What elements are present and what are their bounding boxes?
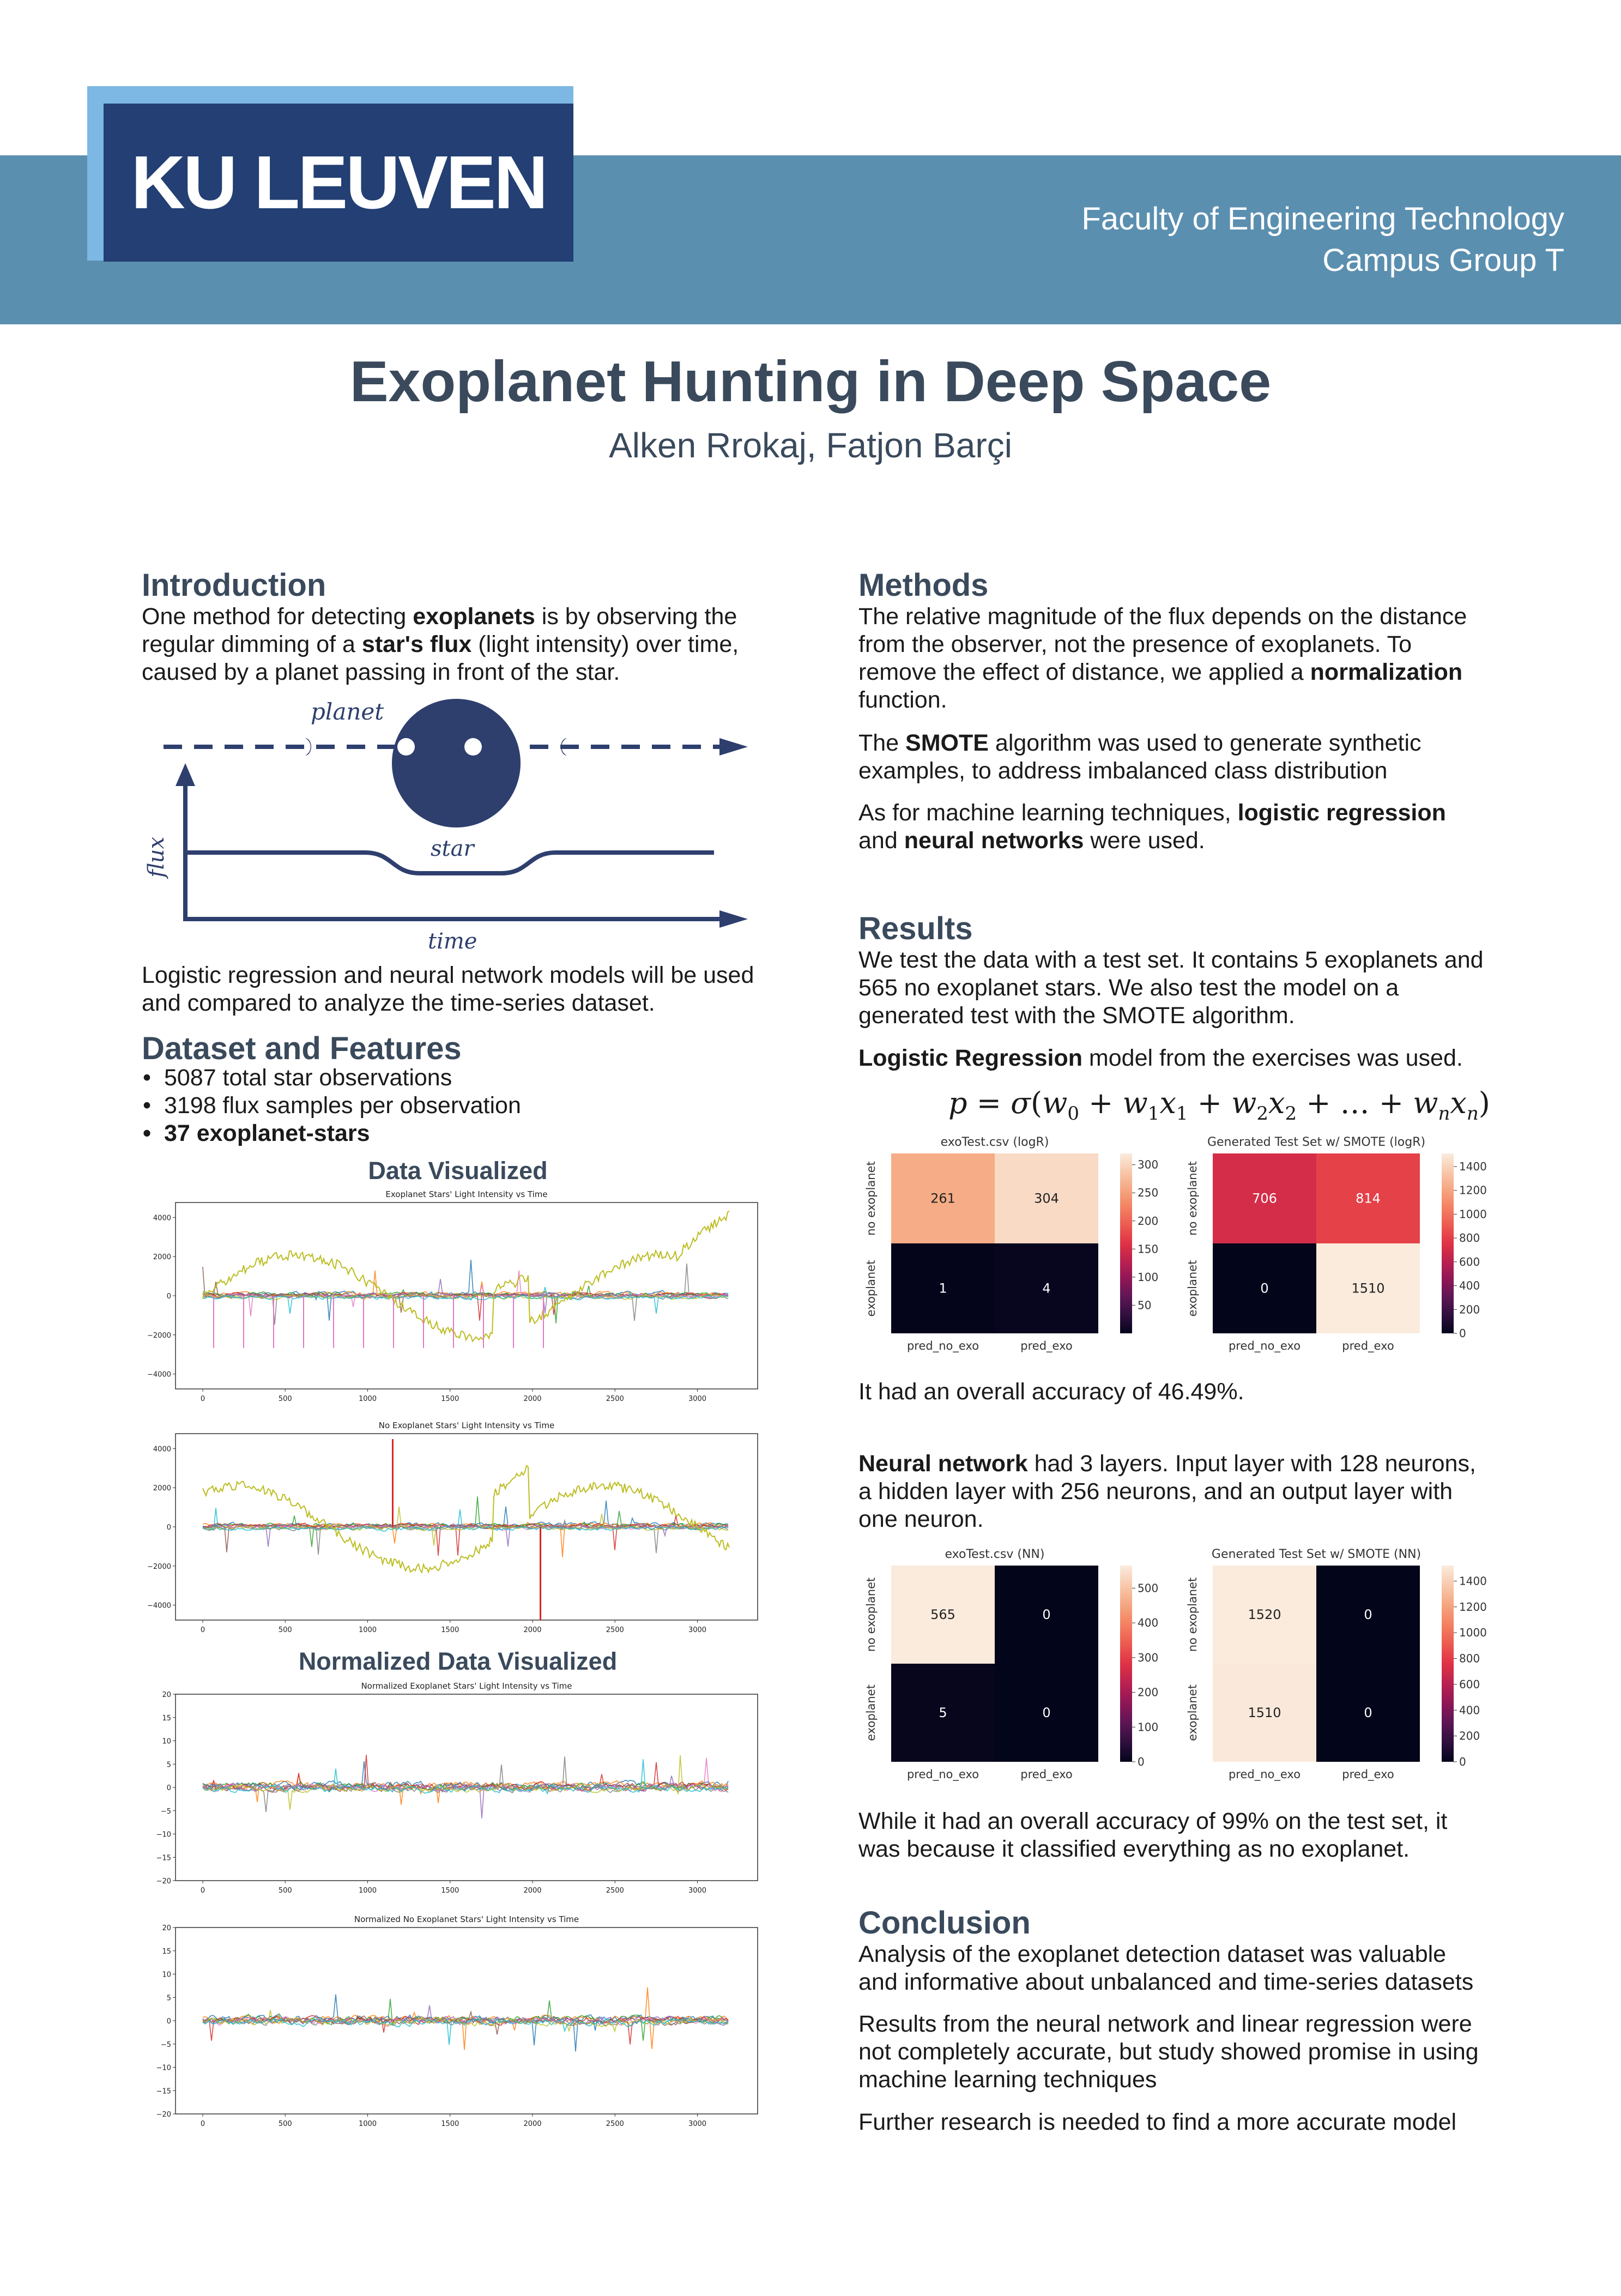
colorbar-tick: 500 bbox=[1138, 1581, 1159, 1595]
dataset-list bbox=[143, 1064, 521, 1147]
y-tick-label: −5 bbox=[160, 2040, 171, 2049]
colorbar-tick: 1000 bbox=[1459, 1207, 1487, 1221]
row-label: no exoplanet bbox=[864, 1161, 878, 1236]
confusion-matrix-nn-smote bbox=[1180, 1546, 1485, 1802]
y-tick-label: 5 bbox=[166, 1761, 171, 1769]
plot-title: Normalized No Exoplanet Stars' Light Intensity vs Time bbox=[354, 1914, 579, 1924]
x-tick-label: 500 bbox=[278, 1887, 292, 1895]
row-label: no exoplanet bbox=[1186, 1161, 1199, 1236]
heatmap-value: 5 bbox=[939, 1705, 947, 1720]
data-visualized-title: Data Visualized bbox=[368, 1157, 548, 1185]
confusion-matrix-nn-test bbox=[858, 1546, 1164, 1802]
x-tick-label: 0 bbox=[200, 1626, 205, 1634]
colorbar-tick: 100 bbox=[1138, 1270, 1159, 1284]
flux-axis-arrow bbox=[176, 763, 195, 786]
plot-title: Normalized Exoplanet Stars' Light Intensity vs Time bbox=[361, 1681, 572, 1691]
y-tick-label: 15 bbox=[162, 1714, 171, 1723]
x-tick-label: 1000 bbox=[358, 1395, 377, 1403]
colorbar-tick: 1200 bbox=[1459, 1183, 1487, 1197]
x-tick-label: 2000 bbox=[523, 2120, 542, 2128]
results-text-2: Logistic Regression model from the exercises was used. bbox=[858, 1045, 1463, 1071]
x-tick-label: 3000 bbox=[688, 2120, 707, 2128]
results-heading: Results bbox=[858, 911, 973, 946]
authors: Alken Rrokaj, Fatjon Barçi bbox=[609, 426, 1012, 465]
colorbar-tick: 800 bbox=[1459, 1652, 1480, 1665]
introduction-text: One method for detecting exoplanets is by observing the regular dimming of a star's flux (light intensity) over time, caused by a planet passing in front of the star. bbox=[142, 603, 739, 685]
y-tick-label: 0 bbox=[166, 1784, 171, 1792]
logistic-equation bbox=[948, 1079, 1490, 1128]
x-tick-label: 1500 bbox=[441, 1887, 459, 1895]
exoplanet-flux-plot bbox=[142, 1187, 763, 1405]
list-item: • 5087 total star observations bbox=[143, 1065, 452, 1091]
y-tick-label: 20 bbox=[162, 1691, 171, 1699]
no-exoplanet-flux-plot bbox=[142, 1418, 763, 1636]
faculty-name: Faculty of Engineering Technology bbox=[1081, 201, 1564, 237]
y-tick-label: 4000 bbox=[153, 1214, 171, 1223]
planet-crescent bbox=[305, 738, 311, 756]
col-label: pred_exo bbox=[1342, 1768, 1394, 1781]
colorbar-tick: 1200 bbox=[1459, 1600, 1487, 1614]
normalized-exoplanet-flux-plot bbox=[142, 1679, 763, 1897]
introduction-text-2: Logistic regression and neural network models will be used and compared to analyze the time-series dataset. bbox=[142, 962, 754, 1016]
col-label: pred_exo bbox=[1020, 1768, 1073, 1781]
colorbar-tick: 200 bbox=[1138, 1685, 1159, 1699]
x-tick-label: 500 bbox=[278, 2120, 292, 2128]
planet-dot bbox=[397, 738, 415, 756]
x-tick-label: 2000 bbox=[523, 1626, 542, 1634]
heatmap-value: 0 bbox=[1364, 1607, 1372, 1622]
conclusion-text-2: Results from the neural network and linear regression were not completely accurate, but study showed promise in using machine learning techniques bbox=[858, 2011, 1479, 2093]
heatmap-value: 1 bbox=[939, 1280, 947, 1296]
colorbar-tick: 300 bbox=[1138, 1651, 1159, 1664]
colorbar-tick: 200 bbox=[1459, 1303, 1480, 1316]
heatmap-value: 0 bbox=[1042, 1607, 1051, 1622]
poster-title: Exoplanet Hunting in Deep Space bbox=[349, 349, 1272, 414]
heatmap-title: Generated Test Set w/ SMOTE (NN) bbox=[1211, 1548, 1422, 1561]
colorbar-tick: 300 bbox=[1138, 1158, 1159, 1171]
results-text-1: We test the data with a test set. It contains 5 exoplanets and 565 no exoplanet stars. We also test the model on a generated test with the SMOTE algorithm. bbox=[858, 947, 1484, 1029]
y-tick-label: −10 bbox=[156, 1830, 171, 1839]
x-tick-label: 500 bbox=[278, 1626, 292, 1634]
y-tick-label: 2000 bbox=[153, 1484, 171, 1493]
heatmap-value: 0 bbox=[1042, 1705, 1051, 1720]
colorbar-tick: 0 bbox=[1459, 1327, 1466, 1340]
colorbar-tick: 250 bbox=[1138, 1186, 1159, 1200]
introduction-heading: Introduction bbox=[142, 567, 326, 603]
list-item: • 3198 flux samples per observation bbox=[143, 1092, 521, 1119]
methods-text-2: The SMOTE algorithm was used to generate synthetic examples, to address imbalanced class distribution bbox=[858, 730, 1422, 784]
row-label: exoplanet bbox=[864, 1684, 878, 1741]
colorbar-tick: 1000 bbox=[1459, 1626, 1487, 1640]
x-tick-label: 2000 bbox=[523, 1887, 542, 1895]
x-tick-label: 1000 bbox=[358, 1887, 377, 1895]
y-tick-label: 20 bbox=[162, 1924, 171, 1932]
colorbar-tick: 400 bbox=[1459, 1703, 1480, 1717]
heatmap-title: Generated Test Set w/ SMOTE (logR) bbox=[1207, 1135, 1426, 1149]
colorbar-tick: 400 bbox=[1138, 1616, 1159, 1630]
heatmap-title: exoTest.csv (logR) bbox=[940, 1135, 1049, 1149]
colorbar-tick: 800 bbox=[1459, 1231, 1480, 1245]
conclusion-text-3: Further research is needed to find a more accurate model bbox=[858, 2109, 1457, 2135]
svg-text:p = σ(w0 + w1x1 + w2x2 + … + w: $p = \sigma(w_0 + w_1x_1 + w_2x_2$ + … + $w_nx_n$) bbox=[948, 1086, 1490, 1125]
heatmap-value: 565 bbox=[930, 1607, 955, 1622]
colorbar-tick: 600 bbox=[1459, 1255, 1480, 1268]
colorbar-tick: 0 bbox=[1459, 1755, 1466, 1768]
y-tick-label: 5 bbox=[166, 1994, 171, 2003]
conclusion-text-1: Analysis of the exoplanet detection dataset was valuable and informative about unbalanced and time-series datasets bbox=[858, 1941, 1474, 1995]
y-tick-label: −10 bbox=[156, 2064, 171, 2073]
colorbar-tick: 1400 bbox=[1459, 1574, 1487, 1588]
y-tick-label: 10 bbox=[162, 1737, 171, 1746]
row-label: no exoplanet bbox=[864, 1577, 878, 1652]
y-tick-label: 0 bbox=[166, 2017, 171, 2026]
heatmap-value: 304 bbox=[1034, 1191, 1059, 1206]
methods-text-1: The relative magnitude of the flux depends on the distance from the observer, not the presence of exoplanets. To remove the effect of distance, we applied a normalization function. bbox=[858, 603, 1467, 713]
time-label: time bbox=[428, 929, 477, 954]
colorbar bbox=[1442, 1153, 1454, 1333]
star-label: star bbox=[431, 836, 474, 861]
colorbar-tick: 50 bbox=[1138, 1298, 1152, 1312]
heatmap-value: 0 bbox=[1260, 1280, 1269, 1296]
heatmap-value: 261 bbox=[930, 1191, 955, 1206]
x-tick-label: 2500 bbox=[606, 2120, 624, 2128]
heatmap-value: 1510 bbox=[1351, 1280, 1385, 1296]
y-tick-label: 0 bbox=[166, 1292, 171, 1301]
list-item: • 37 exoplanet-stars bbox=[143, 1120, 370, 1146]
colorbar bbox=[1120, 1566, 1132, 1762]
x-tick-label: 0 bbox=[200, 2120, 205, 2128]
row-label: exoplanet bbox=[864, 1260, 878, 1317]
y-tick-label: −20 bbox=[156, 2111, 171, 2119]
confusion-matrix-logr-test bbox=[858, 1134, 1164, 1374]
confusion-matrix-logr-smote bbox=[1180, 1134, 1485, 1374]
col-label: pred_exo bbox=[1020, 1339, 1073, 1352]
x-tick-label: 2000 bbox=[523, 1395, 542, 1403]
y-tick-label: 10 bbox=[162, 1971, 171, 1979]
x-tick-label: 3000 bbox=[688, 1626, 707, 1634]
y-tick-label: −5 bbox=[160, 1807, 171, 1816]
logr-accuracy-text: It had an overall accuracy of 46.49%. bbox=[858, 1379, 1244, 1405]
plot-title: No Exoplanet Stars' Light Intensity vs Time bbox=[378, 1421, 555, 1430]
x-tick-label: 0 bbox=[200, 1887, 205, 1895]
y-tick-label: 0 bbox=[166, 1524, 171, 1532]
planet-label: planet bbox=[311, 698, 384, 725]
methods-text-3: As for machine learning techniques, logistic regression and neural networks were used. bbox=[858, 800, 1446, 854]
heatmap-title: exoTest.csv (NN) bbox=[945, 1548, 1045, 1561]
col-label: pred_no_exo bbox=[906, 1339, 979, 1352]
x-tick-label: 3000 bbox=[688, 1395, 707, 1403]
y-tick-label: −4000 bbox=[147, 1602, 171, 1610]
colorbar-tick: 150 bbox=[1138, 1242, 1159, 1256]
x-tick-label: 1500 bbox=[441, 2120, 459, 2128]
y-tick-label: −4000 bbox=[147, 1370, 171, 1379]
colorbar-tick: 400 bbox=[1459, 1279, 1480, 1292]
dataset-heading: Dataset and Features bbox=[142, 1031, 462, 1066]
y-tick-label: −2000 bbox=[147, 1331, 171, 1340]
y-tick-label: −20 bbox=[156, 1877, 171, 1886]
col-label: pred_no_exo bbox=[1228, 1768, 1301, 1781]
col-label: pred_no_exo bbox=[1228, 1339, 1301, 1352]
colorbar-tick: 600 bbox=[1459, 1677, 1480, 1691]
colorbar-tick: 200 bbox=[1138, 1214, 1159, 1228]
x-tick-label: 500 bbox=[278, 1395, 292, 1403]
campus-name: Campus Group T bbox=[1322, 243, 1564, 278]
x-tick-label: 2500 bbox=[606, 1395, 624, 1403]
nn-description: Neural network had 3 layers. Input layer with 128 neurons, a hidden layer with 256 neurons, and an output layer with one neuron. bbox=[858, 1451, 1476, 1532]
flux-label: flux bbox=[144, 837, 169, 878]
planet-dot bbox=[464, 738, 482, 756]
x-tick-label: 2500 bbox=[606, 1626, 624, 1634]
orbit-arrow bbox=[719, 738, 748, 756]
x-tick-label: 3000 bbox=[688, 1887, 707, 1895]
x-tick-label: 0 bbox=[200, 1395, 205, 1403]
row-label: exoplanet bbox=[1186, 1260, 1199, 1317]
transit-diagram bbox=[142, 692, 769, 954]
colorbar-tick: 100 bbox=[1138, 1720, 1159, 1734]
heatmap-value: 4 bbox=[1042, 1280, 1051, 1296]
col-label: pred_no_exo bbox=[906, 1768, 979, 1781]
x-tick-label: 2500 bbox=[606, 1887, 624, 1895]
nn-accuracy-text: While it had an overall accuracy of 99% on the test set, it was because it classified everything as no exoplanet. bbox=[858, 1808, 1448, 1862]
star-disc bbox=[392, 699, 521, 827]
y-tick-label: −15 bbox=[156, 1854, 171, 1863]
heatmap-value: 1520 bbox=[1248, 1607, 1281, 1622]
methods-heading: Methods bbox=[858, 567, 989, 603]
x-tick-label: 1500 bbox=[441, 1626, 459, 1634]
col-label: pred_exo bbox=[1342, 1339, 1394, 1352]
y-tick-label: 2000 bbox=[153, 1253, 171, 1262]
colorbar bbox=[1120, 1153, 1132, 1333]
normalized-no-exoplanet-flux-plot bbox=[142, 1912, 763, 2130]
heatmap-value: 1510 bbox=[1248, 1705, 1281, 1720]
heatmap-value: 814 bbox=[1356, 1191, 1381, 1206]
y-tick-label: −2000 bbox=[147, 1562, 171, 1571]
x-tick-label: 1000 bbox=[358, 1626, 377, 1634]
x-tick-label: 1000 bbox=[358, 2120, 377, 2128]
colorbar-tick: 200 bbox=[1459, 1729, 1480, 1743]
colorbar-tick: 1400 bbox=[1459, 1160, 1487, 1174]
normalized-data-title: Normalized Data Visualized bbox=[298, 1647, 618, 1675]
heatmap-value: 0 bbox=[1364, 1705, 1372, 1720]
y-tick-label: 4000 bbox=[153, 1445, 171, 1454]
ku-leuven-logo: KU LEUVEN bbox=[131, 140, 546, 225]
row-label: no exoplanet bbox=[1186, 1577, 1199, 1652]
y-tick-label: 15 bbox=[162, 1947, 171, 1956]
plot-title: Exoplanet Stars' Light Intensity vs Time bbox=[385, 1189, 548, 1199]
colorbar bbox=[1442, 1566, 1454, 1762]
heatmap-value: 706 bbox=[1252, 1191, 1277, 1206]
time-axis-arrow bbox=[719, 910, 748, 928]
colorbar-tick: 0 bbox=[1138, 1755, 1145, 1768]
row-label: exoplanet bbox=[1186, 1684, 1199, 1741]
x-tick-label: 1500 bbox=[441, 1395, 459, 1403]
y-tick-label: −15 bbox=[156, 2087, 171, 2096]
conclusion-heading: Conclusion bbox=[858, 1905, 1031, 1941]
